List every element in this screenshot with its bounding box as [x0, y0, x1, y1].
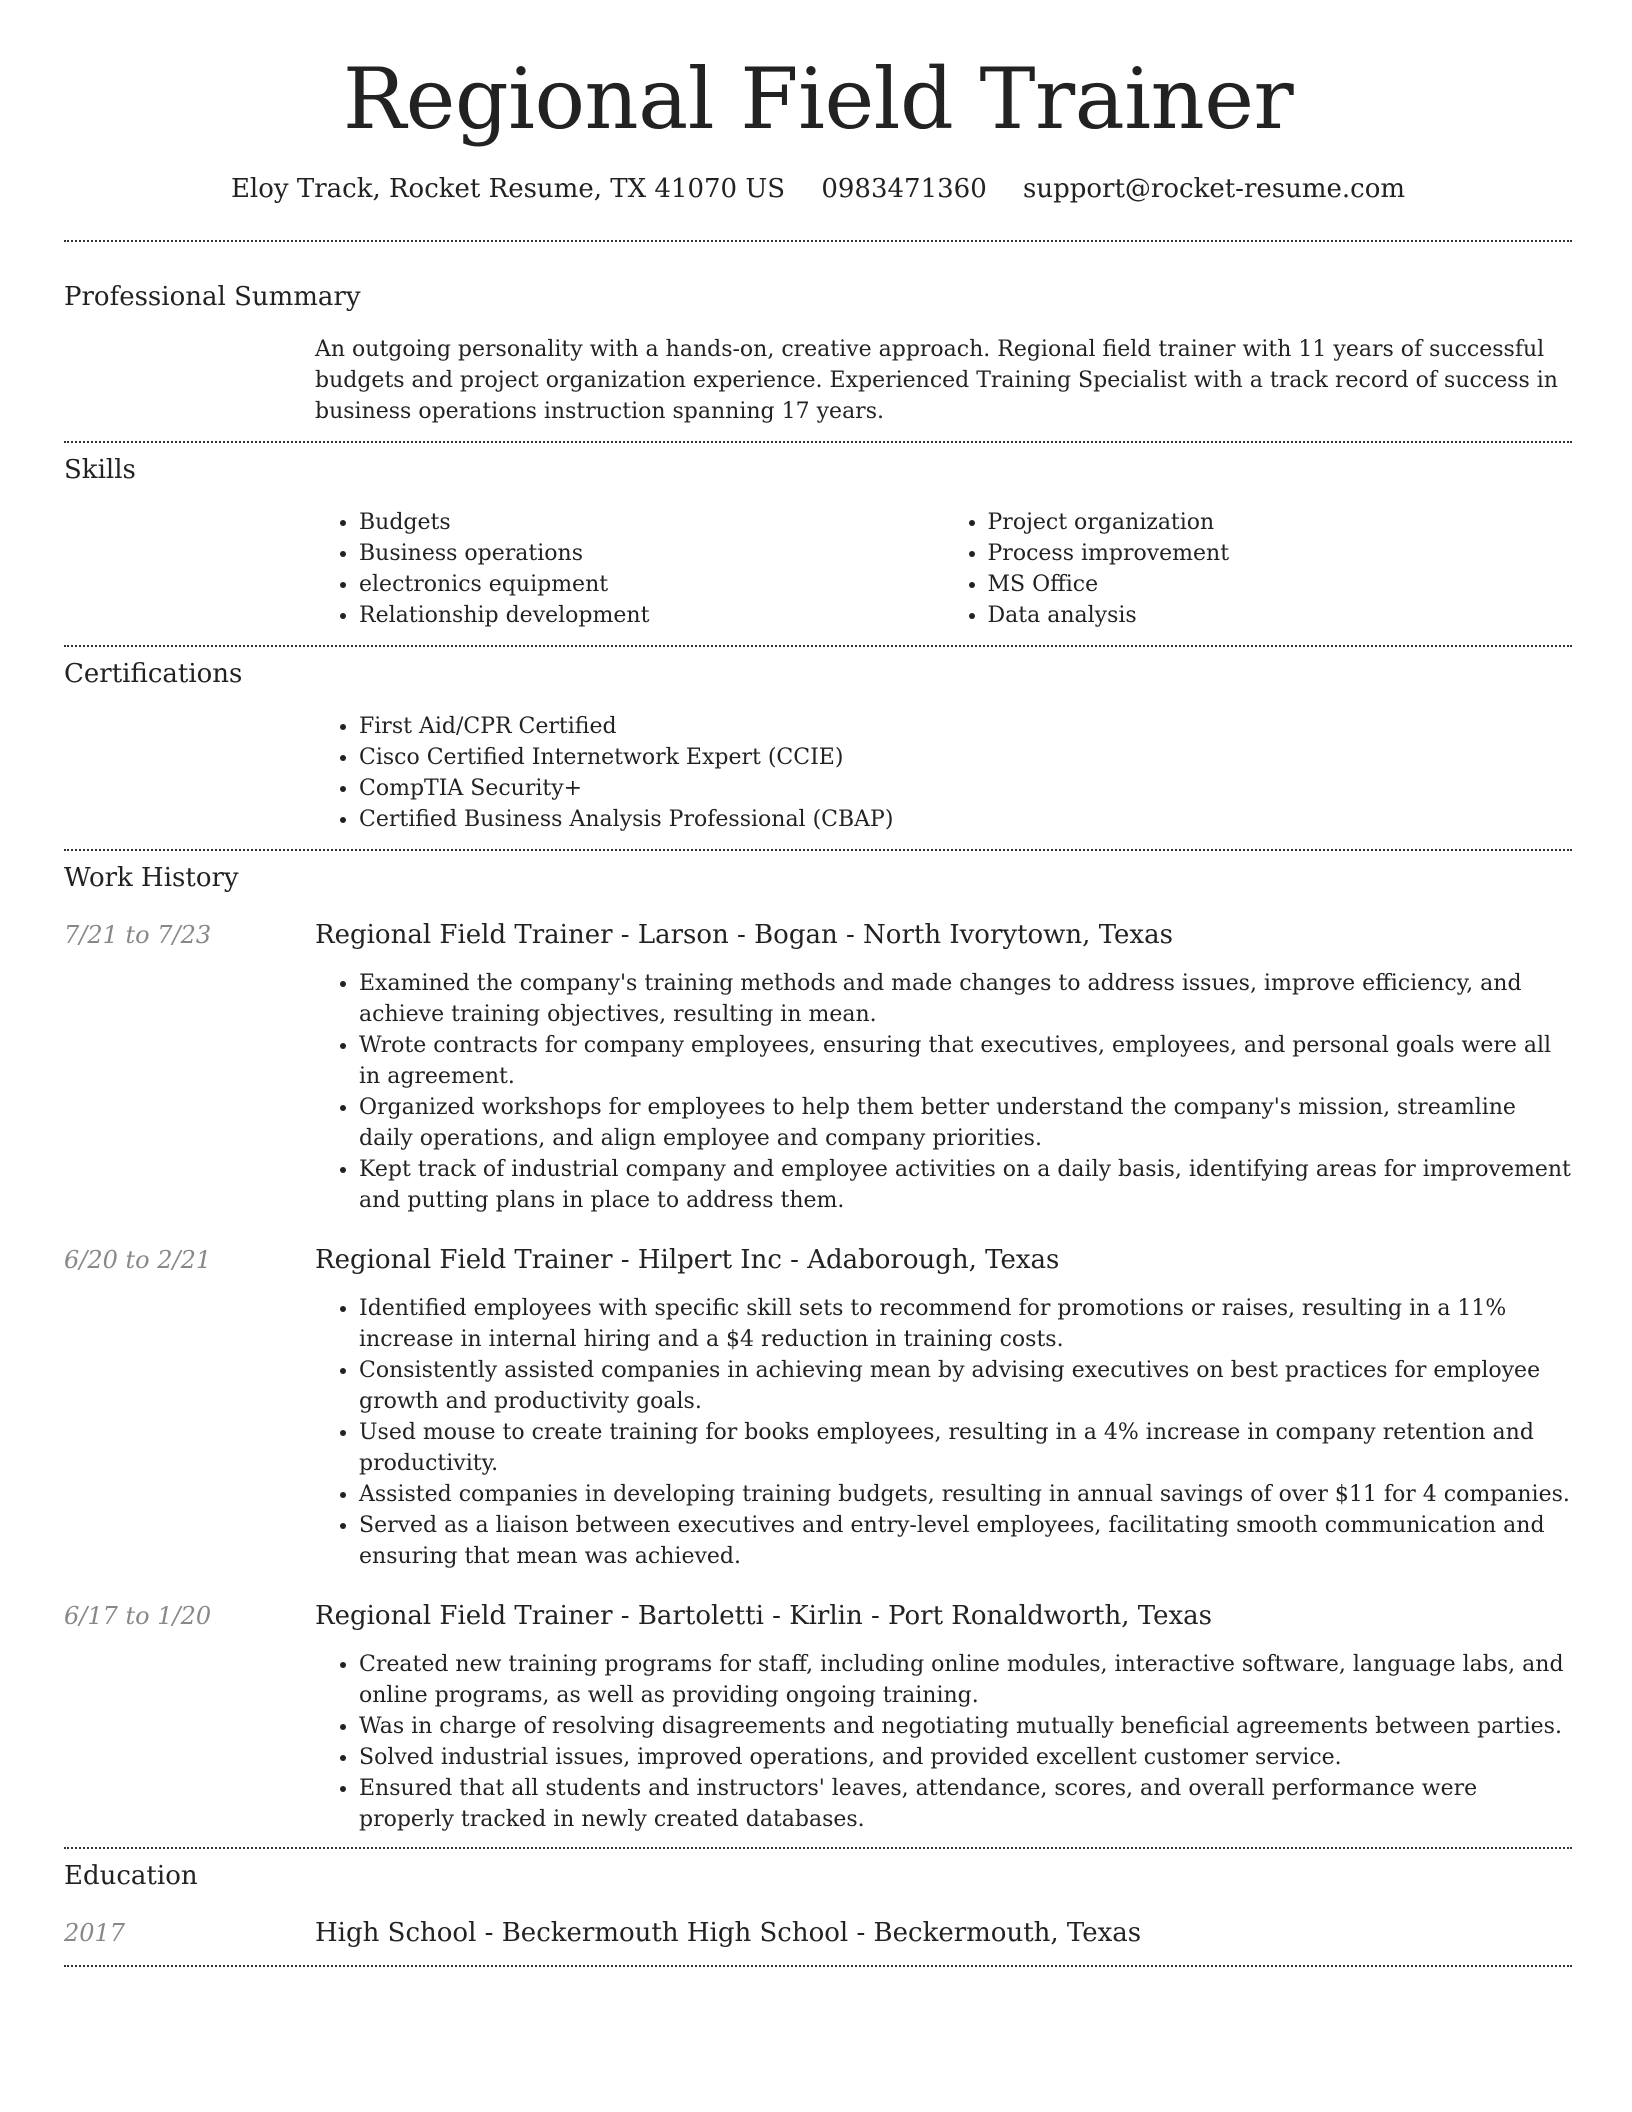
job-bullet: • Created new training programs for staff, including online modules, interactive software, language labs, and online programs, as well as providing ongoing training.	[359, 1649, 1572, 1711]
job-bullet: • Organized workshops for employees to help them better understand the company's mission, streamline daily operations, and align employee and company priorities.	[359, 1092, 1572, 1154]
skill-item: • electronics equipment	[359, 569, 944, 600]
section-title-summary: Professional Summary	[64, 282, 361, 313]
contact-email: support@rocket-resume.com	[1023, 174, 1406, 205]
certifications-list	[315, 711, 1572, 835]
job-bullet: • Served as a liaison between executives and entry-level employees, facilitating smooth communication and ensuring that mean was achieved.	[359, 1510, 1572, 1572]
certifications-section	[64, 647, 1572, 849]
job-bullets	[315, 968, 1572, 1216]
skills-list-left	[315, 507, 944, 631]
work-history-section	[64, 851, 1572, 1847]
job-bullet: • Assisted companies in developing training budgets, resulting in annual savings of over $11 for 4 companies.	[359, 1479, 1572, 1510]
education-section	[64, 1849, 1572, 1965]
job-entry	[64, 919, 1572, 1216]
job-bullet: • Ensured that all students and instructors' leaves, attendance, scores, and overall performance were properly tracked in newly created databases.	[359, 1773, 1572, 1835]
job-bullet: • Consistently assisted companies in achieving mean by advising executives on best practices for employee growth and productivity goals.	[359, 1355, 1572, 1417]
education-year: 2017	[64, 1919, 126, 1948]
certifications-body	[315, 711, 1572, 849]
skills-grid	[315, 507, 1572, 645]
job-bullet: • Examined the company's training methods and made changes to address issues, improve efficiency, and achieve training objectives, resulting in mean.	[359, 968, 1572, 1030]
job-bullet: • Kept track of industrial company and employee activities on a daily basis, identifying areas for improvement and putting plans in place to address them.	[359, 1154, 1572, 1216]
education-entry	[64, 1917, 1572, 1965]
job-title: Regional Field Trainer - Hilpert Inc - Adaborough, Texas	[315, 1245, 1060, 1276]
skills-section	[64, 443, 1572, 645]
job-dates: 6/20 to 2/21	[64, 1246, 212, 1275]
job-bullet: • Was in charge of resolving disagreements and negotiating mutually beneficial agreements between parties.	[359, 1711, 1572, 1742]
education-title: High School - Beckermouth High School - Beckermouth, Texas	[315, 1918, 1142, 1949]
skills-list-right	[944, 507, 1573, 631]
section-title-skills: Skills	[64, 455, 136, 486]
job-dates: 6/17 to 1/20	[64, 1602, 212, 1631]
certification-item: • Cisco Certified Internetwork Expert (CCIE)	[359, 742, 1572, 773]
section-title-education: Education	[64, 1861, 198, 1892]
job-entry	[64, 1600, 1572, 1835]
contact-line	[64, 174, 1572, 204]
job-entry	[64, 1244, 1572, 1572]
certification-item: • Certified Business Analysis Professional (CBAP)	[359, 804, 1572, 835]
skill-item: • Data analysis	[988, 600, 1573, 631]
contact-address: Eloy Track, Rocket Resume, TX 41070 US	[230, 174, 786, 205]
section-title-certifications: Certifications	[64, 659, 243, 690]
certification-item: • CompTIA Security+	[359, 773, 1572, 804]
summary-section	[64, 242, 1572, 441]
resume-page	[64, 0, 1572, 1967]
certification-item: • First Aid/CPR Certified	[359, 711, 1572, 742]
job-title: Regional Field Trainer - Larson - Bogan - North Ivorytown, Texas	[315, 920, 1173, 951]
job-bullet: • Solved industrial issues, improved operations, and provided excellent customer service.	[359, 1742, 1572, 1773]
job-bullets	[315, 1293, 1572, 1572]
contact-phone: 0983471360	[821, 174, 987, 205]
skill-item: • Budgets	[359, 507, 944, 538]
job-bullets	[315, 1649, 1572, 1835]
summary-text: An outgoing personality with a hands-on, creative approach. Regional field trainer with 11 years of successful budgets and project organization experience. Experienced Training Specialist with a track record of success in business operations instruction spanning 17 years.	[315, 337, 1558, 425]
skill-item: • MS Office	[988, 569, 1573, 600]
job-title: Regional Field Trainer - Bartoletti - Kirlin - Port Ronaldworth, Texas	[315, 1601, 1212, 1632]
skill-item: • Process improvement	[988, 538, 1573, 569]
section-divider	[64, 1965, 1572, 1967]
section-title-work-history: Work History	[64, 863, 239, 894]
resume-name: Regional Field Trainer	[342, 50, 1294, 148]
job-bullet: • Identified employees with specific skill sets to recommend for promotions or raises, resulting in a 11% increase in internal hiring and a $4 reduction in training costs.	[359, 1293, 1572, 1355]
skill-item: • Business operations	[359, 538, 944, 569]
job-bullet: • Used mouse to create training for books employees, resulting in a 4% increase in company retention and productivity.	[359, 1417, 1572, 1479]
job-bullet: • Wrote contracts for company employees, ensuring that executives, employees, and personal goals were all in agreement.	[359, 1030, 1572, 1092]
job-dates: 7/21 to 7/23	[64, 921, 212, 950]
skill-item: • Relationship development	[359, 600, 944, 631]
skill-item: • Project organization	[988, 507, 1573, 538]
